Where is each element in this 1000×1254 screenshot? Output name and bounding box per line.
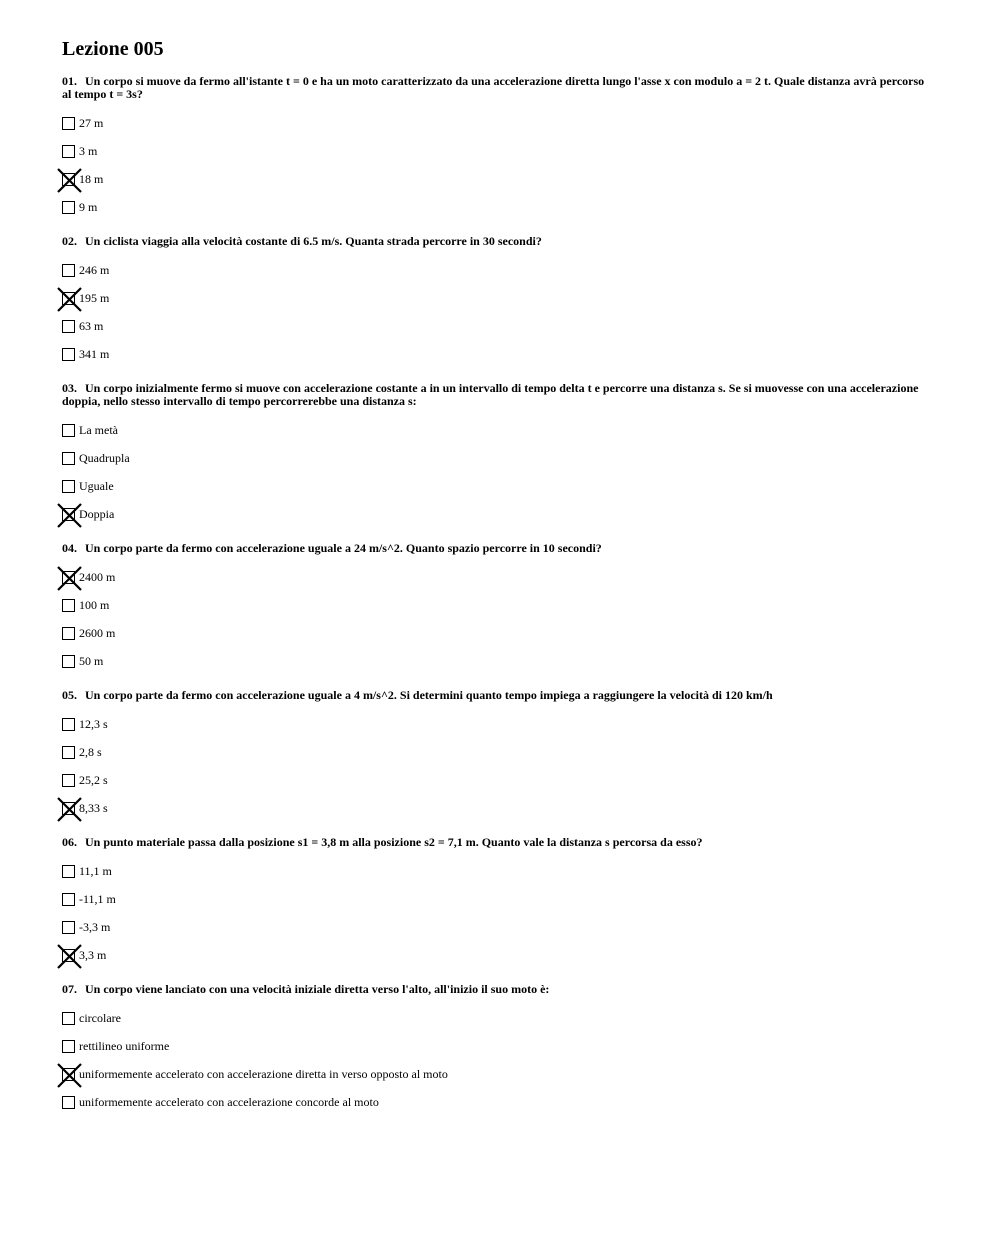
answer-option[interactable]: [62, 284, 932, 312]
question-text: [62, 542, 932, 555]
question-body: Un corpo parte da fermo con accelerazione uguale a 4 m/s^2. Si determini quanto tempo impiega a raggiungere la velocità di 120 km/h: [85, 688, 773, 702]
question-text: [62, 836, 932, 849]
question-block: [62, 983, 932, 1116]
answer-label: 9 m: [79, 200, 98, 214]
cross-mark-icon: [57, 797, 82, 822]
cross-mark-icon: [57, 944, 82, 969]
question-number: 04.: [62, 541, 77, 555]
checkbox[interactable]: [62, 1096, 75, 1109]
checkbox[interactable]: [62, 264, 75, 277]
answer-label: Uguale: [79, 479, 114, 493]
question-body: Un corpo inizialmente fermo si muove con accelerazione costante a in un intervallo di tempo delta t e percorre una distanza s. Se si muovesse con una accelerazione doppia, nello stesso intervallo di tempo percorrerebbe una distanza s:: [62, 381, 919, 408]
answer-label: La metà: [79, 423, 118, 437]
answer-option[interactable]: [62, 1088, 932, 1116]
question-block: [62, 836, 932, 969]
answer-option[interactable]: [62, 137, 932, 165]
answer-label: uniformemente accelerato con accelerazione concorde al moto: [79, 1095, 379, 1109]
answer-list: [62, 563, 932, 675]
checkbox[interactable]: [62, 452, 75, 465]
answer-option[interactable]: [62, 591, 932, 619]
answer-option[interactable]: [62, 312, 932, 340]
answer-list: [62, 416, 932, 528]
answer-option[interactable]: [62, 340, 932, 368]
answer-option[interactable]: [62, 913, 932, 941]
answer-label: 100 m: [79, 598, 110, 612]
answer-option[interactable]: [62, 256, 932, 284]
answer-option[interactable]: [62, 710, 932, 738]
answer-option[interactable]: [62, 941, 932, 969]
answer-option[interactable]: [62, 109, 932, 137]
checkbox[interactable]: [62, 921, 75, 934]
checkbox[interactable]: [62, 117, 75, 130]
checked-checkbox[interactable]: [62, 802, 75, 815]
answer-label: rettilineo uniforme: [79, 1039, 170, 1053]
checkbox[interactable]: [62, 865, 75, 878]
answer-label: 3 m: [79, 144, 98, 158]
checkbox[interactable]: [62, 145, 75, 158]
checked-checkbox[interactable]: [62, 292, 75, 305]
answer-label: 11,1 m: [79, 864, 112, 878]
answer-option[interactable]: [62, 619, 932, 647]
answer-label: 2,8 s: [79, 745, 102, 759]
checked-checkbox[interactable]: [62, 173, 75, 186]
answer-label: 2600 m: [79, 626, 116, 640]
answer-option[interactable]: [62, 738, 932, 766]
answer-option[interactable]: [62, 193, 932, 221]
checked-checkbox[interactable]: [62, 571, 75, 584]
answer-option[interactable]: [62, 1060, 932, 1088]
answer-label: 341 m: [79, 347, 110, 361]
checkbox[interactable]: [62, 201, 75, 214]
answer-label: Quadrupla: [79, 451, 130, 465]
answer-label: -11,1 m: [79, 892, 116, 906]
question-block: [62, 542, 932, 675]
answer-label: 12,3 s: [79, 717, 108, 731]
answer-label: 2400 m: [79, 570, 116, 584]
checked-checkbox[interactable]: [62, 508, 75, 521]
answer-label: 25,2 s: [79, 773, 108, 787]
answer-label: 63 m: [79, 319, 104, 333]
answer-label: 3,3 m: [79, 948, 107, 962]
checkbox[interactable]: [62, 774, 75, 787]
question-block: [62, 382, 932, 528]
answer-option[interactable]: [62, 857, 932, 885]
answer-option[interactable]: [62, 165, 932, 193]
checkbox[interactable]: [62, 1012, 75, 1025]
checkbox[interactable]: [62, 627, 75, 640]
checkbox[interactable]: [62, 746, 75, 759]
answer-option[interactable]: [62, 444, 932, 472]
cross-mark-icon: [57, 503, 82, 528]
answer-label: 246 m: [79, 263, 110, 277]
question-number: 01.: [62, 74, 77, 88]
question-body: Un corpo parte da fermo con accelerazione uguale a 24 m/s^2. Quanto spazio percorre in 10 secondi?: [85, 541, 602, 555]
question-text: [62, 983, 932, 996]
checkbox[interactable]: [62, 893, 75, 906]
question-block: [62, 235, 932, 368]
question-text: [62, 75, 932, 101]
checkbox[interactable]: [62, 424, 75, 437]
answer-option[interactable]: [62, 1004, 932, 1032]
answer-list: [62, 857, 932, 969]
answer-label: 8,33 s: [79, 801, 108, 815]
answer-list: [62, 256, 932, 368]
lesson-title: Lezione 005: [62, 38, 164, 60]
question-number: 06.: [62, 835, 77, 849]
answer-label: 18 m: [79, 172, 104, 186]
checkbox[interactable]: [62, 348, 75, 361]
checked-checkbox[interactable]: [62, 949, 75, 962]
question-text: [62, 235, 932, 248]
answer-option[interactable]: [62, 766, 932, 794]
answer-label: 27 m: [79, 116, 104, 130]
answer-option[interactable]: [62, 647, 932, 675]
question-number: 03.: [62, 381, 77, 395]
answer-label: Doppia: [79, 507, 115, 521]
question-text: [62, 689, 932, 702]
checkbox[interactable]: [62, 599, 75, 612]
answer-label: uniformemente accelerato con accelerazione diretta in verso opposto al moto: [79, 1067, 448, 1081]
answer-label: 50 m: [79, 654, 104, 668]
answer-list: [62, 1004, 932, 1116]
answer-list: [62, 109, 932, 221]
question-body: Un ciclista viaggia alla velocità costante di 6.5 m/s. Quanta strada percorre in 30 secondi?: [85, 234, 542, 248]
cross-mark-icon: [57, 287, 82, 312]
question-text: [62, 382, 932, 408]
cross-mark-icon: [57, 566, 82, 591]
question-body: Un corpo viene lanciato con una velocità iniziale diretta verso l'alto, all'inizio il suo moto è:: [85, 982, 550, 996]
checked-checkbox[interactable]: [62, 1068, 75, 1081]
answer-label: 195 m: [79, 291, 110, 305]
answer-option[interactable]: [62, 472, 932, 500]
checkbox[interactable]: [62, 655, 75, 668]
question-body: Un corpo si muove da fermo all'istante t = 0 e ha un moto caratterizzato da una accelerazione diretta lungo l'asse x con modulo a = 2 t. Quale distanza avrà percorso al tempo t = 3s?: [62, 74, 925, 101]
question-number: 02.: [62, 234, 77, 248]
cross-mark-icon: [57, 168, 82, 193]
answer-option[interactable]: [62, 1032, 932, 1060]
answer-option[interactable]: [62, 500, 932, 528]
answer-option[interactable]: [62, 563, 932, 591]
answer-label: circolare: [79, 1011, 121, 1025]
question-body: Un punto materiale passa dalla posizione s1 = 3,8 m alla posizione s2 = 7,1 m. Quanto vale la distanza s percorsa da esso?: [85, 835, 703, 849]
answer-list: [62, 710, 932, 822]
answer-option[interactable]: [62, 794, 932, 822]
checkbox[interactable]: [62, 320, 75, 333]
checkbox[interactable]: [62, 1040, 75, 1053]
question-block: [62, 75, 932, 221]
checkbox[interactable]: [62, 480, 75, 493]
cross-mark-icon: [57, 1063, 82, 1088]
question-list: [62, 75, 932, 1116]
answer-option[interactable]: [62, 416, 932, 444]
question-number: 05.: [62, 688, 77, 702]
answer-option[interactable]: [62, 885, 932, 913]
quiz-page: [62, 37, 932, 1116]
answer-label: -3,3 m: [79, 920, 111, 934]
question-block: [62, 689, 932, 822]
question-number: 07.: [62, 982, 77, 996]
checkbox[interactable]: [62, 718, 75, 731]
